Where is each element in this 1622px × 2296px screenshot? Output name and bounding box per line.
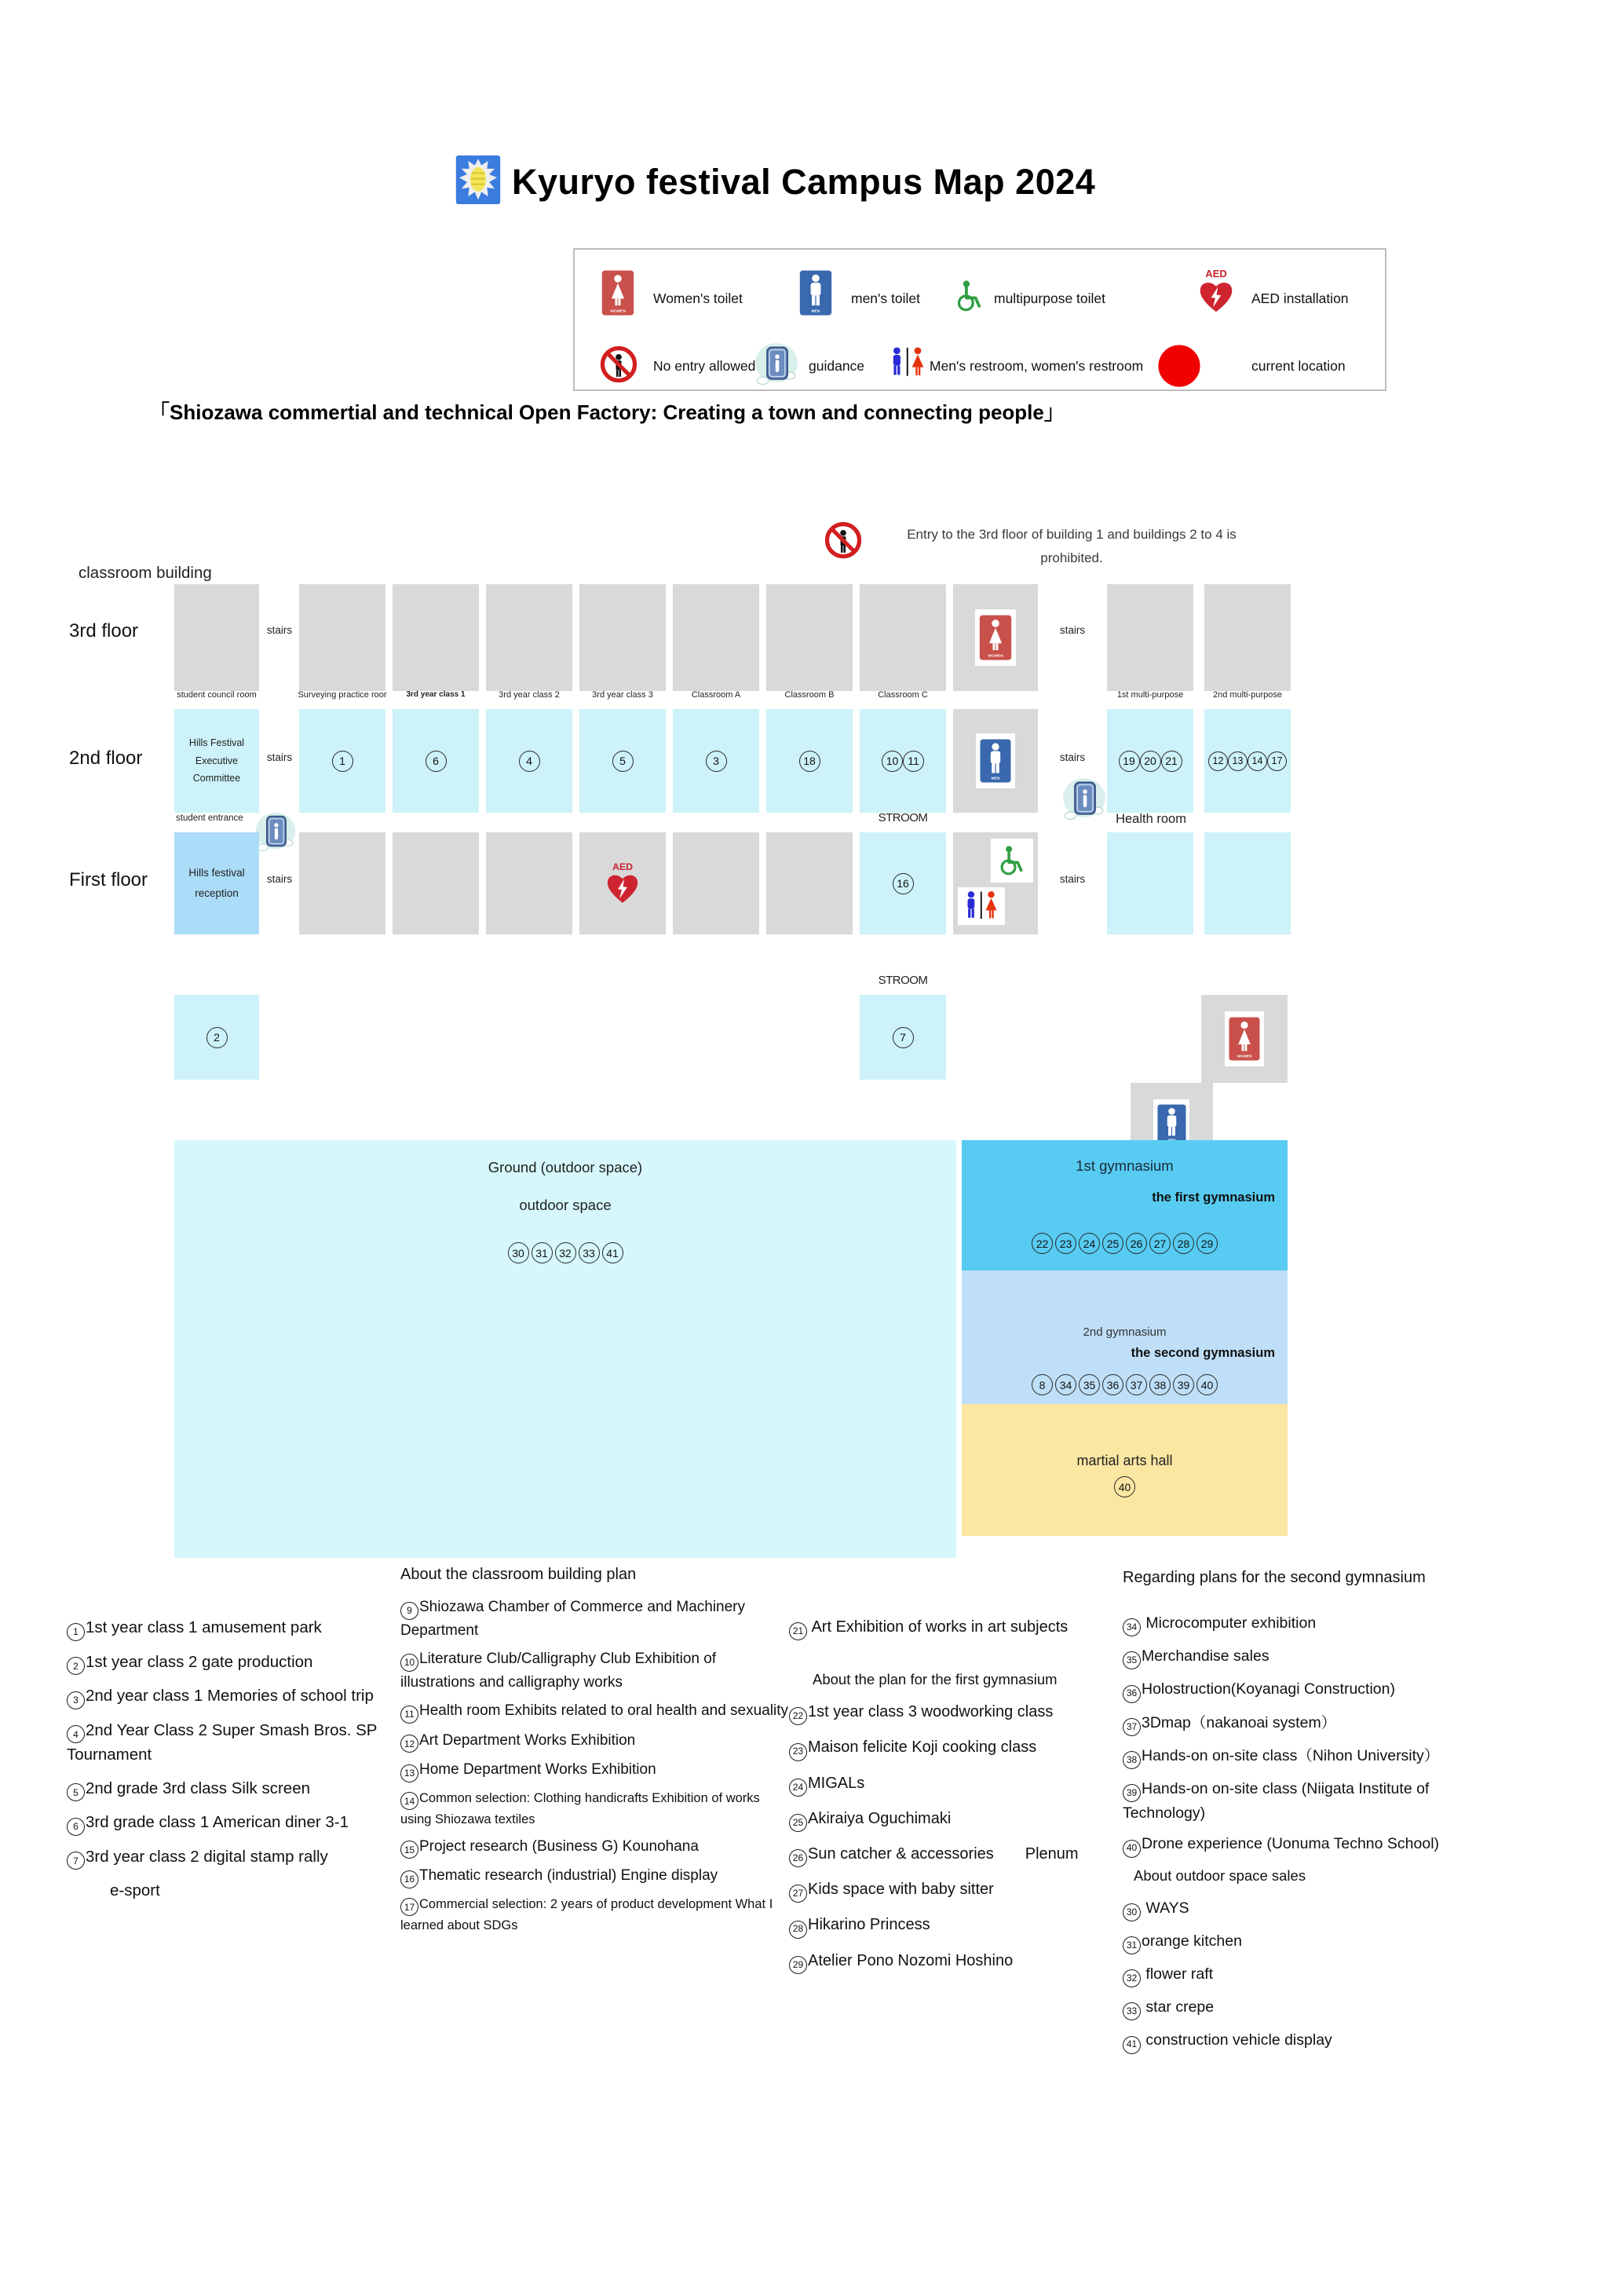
ground-outdoor-area	[174, 1140, 956, 1558]
circled-number: 38	[1123, 1751, 1141, 1769]
martial-numbers	[962, 1476, 1288, 1497]
prohibition-notice	[864, 523, 1280, 570]
room-3rd-year-class3	[579, 584, 666, 691]
student-entrance-label: student entrance	[176, 813, 243, 823]
circled-number: 1	[67, 1623, 85, 1641]
first-gymnasium-area	[962, 1140, 1288, 1270]
list-item-text: 2nd grade 3rd class Silk screen	[86, 1779, 311, 1797]
circled-number: 22	[1032, 1233, 1053, 1254]
circled-number: 26	[1126, 1233, 1147, 1254]
ground-subtitle: outdoor space	[519, 1197, 612, 1213]
circled-number: 29	[1196, 1233, 1218, 1254]
list-item-text: Shiozawa Chamber of Commerce and Machinery Department	[400, 1599, 750, 1639]
list-item-text: 2nd Year Class 2 Super Smash Bros. SP Tournament	[67, 1720, 382, 1764]
circled-number: 8	[1032, 1374, 1053, 1395]
circled-number: 27	[1149, 1233, 1171, 1254]
circled-number: 7	[67, 1852, 85, 1870]
gym1-title: 1st gymnasium	[1076, 1157, 1174, 1174]
list-item	[400, 1759, 793, 1782]
stairs-label: stairs	[1059, 624, 1086, 636]
circled-number: 12	[1208, 751, 1228, 771]
list-item	[789, 1843, 1123, 1867]
circled-number: 10	[400, 1654, 418, 1672]
room-19-20-21	[1107, 709, 1193, 813]
room-3	[673, 709, 759, 813]
list-item	[1123, 1996, 1484, 2020]
room-5	[579, 709, 666, 813]
circled-number: 37	[1123, 1718, 1141, 1736]
stairs-label: stairs	[266, 751, 293, 763]
circled-number: 4	[519, 751, 540, 772]
circled-number: 33	[1123, 2002, 1141, 2020]
list-item-text: 3rd grade class 1 American diner 3-1	[86, 1813, 349, 1832]
guidance-icon	[752, 339, 801, 388]
no-entry-icon	[824, 521, 862, 559]
list-item-text: WAYS	[1142, 1899, 1189, 1917]
list-item	[789, 1736, 1123, 1760]
circled-number: 10	[882, 751, 903, 772]
room-4	[486, 709, 572, 813]
list-second-gymnasium-plan	[1123, 1567, 1484, 2063]
circled-number: 17	[400, 1898, 418, 1916]
stairs-label: stairs	[1059, 751, 1086, 763]
circled-number: 15	[400, 1841, 418, 1859]
circled-number: 35	[1079, 1374, 1100, 1395]
list-item	[400, 1895, 793, 1936]
list-item-text: Atelier Pono Nozomi Hoshino	[808, 1951, 1014, 1969]
list-item-text: Holostruction(Koyanagi Construction)	[1142, 1680, 1395, 1698]
list-item-text: orange kitchen	[1142, 1932, 1242, 1950]
hills-committee-room	[174, 709, 259, 813]
list-item-text: Literature Club/Calligraphy Club Exhibition of illustrations and calligraphy works	[400, 1651, 721, 1691]
list-item	[1123, 1833, 1484, 1857]
ground-title: Ground (outdoor space)	[488, 1159, 643, 1175]
circled-number: 13	[400, 1764, 418, 1782]
no-entry-icon	[600, 345, 637, 383]
circled-number: 3	[67, 1691, 85, 1709]
circled-number: 2	[206, 1027, 228, 1048]
guidance-icon	[253, 809, 298, 854]
legend-label: Women's toilet	[653, 291, 743, 306]
circled-number: 40	[1114, 1476, 1135, 1497]
list-item	[789, 1878, 1123, 1903]
list-item-text: Commercial selection: 2 years of product development What I learned about SDGs	[400, 1896, 776, 1933]
list-item-text: 1st year class 1 amusement park	[86, 1618, 322, 1636]
circled-number: 33	[579, 1242, 600, 1263]
legend-label: guidance	[809, 358, 865, 374]
list-item-text: 3rd year class 2 digital stamp rally	[86, 1847, 328, 1866]
list-item	[1123, 1612, 1484, 1636]
list-header: Regarding plans for the second gymnasium	[1123, 1569, 1426, 1586]
list-item	[1123, 1897, 1484, 1921]
circled-number: 6	[426, 751, 447, 772]
list-item	[1123, 1645, 1484, 1669]
circled-number: 14	[400, 1792, 418, 1810]
room-label: 3rd year class 3	[592, 690, 653, 700]
room-classroom-b	[766, 584, 853, 691]
women-toilet-panel	[1225, 1011, 1264, 1066]
circled-number: 41	[602, 1242, 623, 1263]
list-item	[400, 1730, 793, 1753]
list-item-text: Akiraiya Oguchimaki	[808, 1809, 952, 1827]
list-item-text: e-sport	[110, 1881, 160, 1900]
list-item-text: Thematic research (industrial) Engine display	[419, 1867, 718, 1885]
list-item	[67, 1684, 396, 1709]
stroom-label: STROOM	[878, 974, 928, 987]
circled-number: 3	[706, 751, 727, 772]
circled-number: 24	[1079, 1233, 1100, 1254]
legend-label: current location	[1251, 358, 1346, 374]
circled-number: 39	[1173, 1374, 1194, 1395]
circled-number: 7	[893, 1027, 914, 1048]
circled-number: 40	[1196, 1374, 1218, 1395]
list-item	[400, 1648, 793, 1694]
mens-toilet-sign-icon	[799, 270, 832, 316]
list-item-text: Home Department Works Exhibition	[419, 1761, 656, 1778]
women-toilet-sign-icon	[601, 270, 634, 316]
list-item	[67, 1879, 396, 1903]
room-12-13-14-17	[1204, 709, 1291, 813]
circled-number: 13	[1228, 751, 1248, 771]
circled-number: 32	[1123, 1969, 1141, 1987]
list-item-text: construction vehicle display	[1142, 2031, 1332, 2049]
mens-toilet-sign-icon	[980, 739, 1011, 783]
circled-number: 1	[332, 751, 353, 772]
room-label: Surveying practice roor	[298, 690, 387, 700]
room-16	[860, 832, 946, 934]
guidance-icon	[1060, 774, 1109, 823]
list-header: About the classroom building plan	[400, 1566, 637, 1583]
floor3-label: 3rd floor	[69, 620, 139, 642]
list-item-text: Sun catcher & accessories Plenum	[808, 1844, 1079, 1863]
circled-number: 36	[1102, 1374, 1123, 1395]
room-label: 3rd year class 1	[406, 690, 466, 699]
list-gap	[1123, 1600, 1484, 1612]
legend-box	[573, 248, 1386, 391]
list-item-text: Art Department Works Exhibition	[419, 1731, 636, 1749]
list-item-text: Kids space with baby sitter	[808, 1881, 994, 1899]
health-room-label: Health room	[1116, 812, 1186, 826]
toilet-women-lower	[1201, 995, 1288, 1083]
aed-icon	[604, 861, 641, 906]
room-classroom-c	[860, 584, 946, 691]
room-label: 3rd year class 2	[499, 690, 560, 700]
circled-number: 26	[789, 1849, 807, 1867]
list-item-text: 2nd year class 1 Memories of school trip	[86, 1687, 374, 1705]
circled-number: 4	[67, 1725, 85, 1743]
list-header: About outdoor space sales	[1134, 1866, 1306, 1884]
gym2-numbers	[962, 1374, 1288, 1395]
page-title: Kyuryo festival Campus Map 2024	[512, 162, 1096, 202]
room-3rd-year-class1	[393, 584, 479, 691]
man-woman-icon	[962, 890, 1001, 923]
floor1-label: First floor	[69, 869, 148, 890]
school-logo-icon	[455, 155, 501, 204]
list-item-text: 3Dmap（nakanoai system）	[1142, 1713, 1337, 1731]
circled-number: 36	[1123, 1685, 1141, 1703]
list-item	[1123, 1930, 1484, 1954]
second-gymnasium-area	[962, 1270, 1288, 1404]
circled-number: 11	[903, 751, 924, 772]
room-surveying-practice	[299, 584, 385, 691]
circled-number: 9	[400, 1602, 418, 1620]
room-student-council	[174, 584, 259, 691]
list-item	[789, 1701, 1123, 1725]
list-item	[1123, 2029, 1484, 2053]
list-item	[789, 1950, 1123, 1974]
room-classroom-a	[673, 584, 759, 691]
room-first-2	[393, 832, 479, 934]
list-item	[1123, 1712, 1484, 1736]
list-first-gymnasium-plan	[789, 1616, 1123, 1985]
stroom-label: STROOM	[878, 811, 928, 824]
gym1-subtitle: the first gymnasium	[1152, 1190, 1275, 1205]
list-classroom-building-plan	[400, 1564, 793, 1942]
list-item	[67, 1651, 396, 1676]
room-first-6	[766, 832, 853, 934]
list-item	[1123, 1745, 1484, 1769]
room-label: 2nd multi-purpose	[1212, 690, 1283, 700]
event-subtitle: 「Shiozawa commertial and technical Open Factory: Creating a town and connecting people」	[149, 400, 1065, 424]
circled-number: 30	[508, 1242, 529, 1263]
circled-number: 24	[789, 1779, 807, 1797]
room-3rd-year-class2	[486, 584, 572, 691]
room-18	[766, 709, 853, 813]
circled-number: 37	[1126, 1374, 1147, 1395]
room-2nd-multipurpose	[1204, 584, 1291, 691]
martial-title: martial arts hall	[1076, 1453, 1173, 1468]
list-item	[1123, 1963, 1484, 1987]
circled-number: 20	[1140, 751, 1161, 772]
notice-line1: Entry to the 3rd floor of building 1 and buildings 2 to 4 is	[907, 527, 1237, 542]
room-7	[860, 995, 946, 1080]
list-item-text: Maison felicite Koji cooking class	[808, 1738, 1037, 1757]
room-2	[174, 995, 259, 1080]
list-item-text: Hands-on on-site class (Niigata Institute of Technology)	[1123, 1780, 1434, 1823]
list-header: About the plan for the first gymnasium	[813, 1671, 1058, 1688]
gym2-title: 2nd gymnasium	[1083, 1325, 1167, 1339]
circled-number: 23	[789, 1743, 807, 1761]
list-item-text: 1st year class 3 woodworking class	[808, 1703, 1054, 1721]
gym2-subtitle: the second gymnasium	[1131, 1346, 1275, 1360]
circled-number: 32	[555, 1242, 576, 1263]
list-item-text: 1st year class 2 gate production	[86, 1652, 313, 1671]
circled-number: 17	[1267, 751, 1287, 771]
circled-number: 40	[1123, 1840, 1141, 1858]
women-toilet-sign-icon	[1229, 1017, 1260, 1061]
building-label: classroom building	[79, 564, 212, 582]
notice-line2: prohibited.	[1040, 550, 1103, 565]
list-item-text: Drone experience (Uonuma Techno School)	[1142, 1835, 1440, 1853]
wheelchair-panel	[991, 839, 1033, 883]
circled-number: 21	[789, 1622, 807, 1640]
legend-label: Men's restroom, women's restroom	[930, 358, 1144, 374]
mens-toilet-sign-icon	[1157, 1104, 1186, 1145]
reception-label: Hills festival reception	[188, 867, 245, 899]
list-item	[400, 1700, 793, 1724]
list-item	[1123, 1778, 1484, 1824]
room-1st-multipurpose	[1107, 584, 1193, 691]
room-label: Classroom B	[784, 690, 835, 700]
room-10-11	[860, 709, 946, 813]
room-6	[393, 709, 479, 813]
list-classrooms-1-7	[67, 1616, 396, 1913]
circled-number: 28	[1173, 1233, 1194, 1254]
circled-number: 21	[1161, 751, 1182, 772]
circled-number: 5	[67, 1783, 85, 1801]
list-item	[67, 1777, 396, 1802]
circled-number: 35	[1123, 1651, 1141, 1669]
list-item	[400, 1789, 793, 1830]
stairs-label: stairs	[266, 624, 293, 636]
room-label: Classroom C	[878, 690, 928, 700]
wheelchair-icon	[953, 280, 986, 313]
list-item-text: Hikarino Princess	[808, 1916, 930, 1934]
aed-icon	[1196, 267, 1236, 316]
circled-number: 39	[1123, 1784, 1141, 1802]
list-item	[400, 1865, 793, 1888]
room-first-1	[299, 832, 385, 934]
list-item	[400, 1596, 793, 1642]
list-item-text: MIGALs	[808, 1774, 865, 1792]
list-gap	[789, 1651, 1123, 1670]
legend-label: No entry allowed	[653, 358, 756, 374]
circled-number: 29	[789, 1956, 807, 1974]
stairs-label: stairs	[266, 873, 293, 885]
room-first-5	[673, 832, 759, 934]
list-item	[400, 1836, 793, 1859]
circled-number: 2	[67, 1657, 85, 1675]
current-location-icon	[1157, 344, 1201, 388]
list-item	[67, 1811, 396, 1836]
committee-label: Hills Festival Executive Committee	[188, 737, 245, 784]
list-item	[789, 1808, 1123, 1832]
list-item-text: flower raft	[1142, 1965, 1214, 1983]
list-item	[67, 1845, 396, 1870]
mens-toilet-panel	[976, 733, 1015, 788]
circled-number: 31	[532, 1242, 553, 1263]
list-item	[789, 1616, 1123, 1640]
room-first-8	[1107, 832, 1193, 934]
list-item	[789, 1772, 1123, 1797]
circled-number: 18	[799, 751, 820, 772]
circled-number: 19	[1119, 751, 1140, 772]
room-first-aed	[579, 832, 666, 934]
circled-number: 25	[789, 1814, 807, 1832]
circled-number: 30	[1123, 1903, 1141, 1921]
man-woman-panel	[958, 887, 1005, 925]
circled-number: 11	[400, 1706, 418, 1724]
list-item-text: star crepe	[1142, 1998, 1215, 2016]
circled-number: 23	[1055, 1233, 1076, 1254]
list-item-text: Health room Exhibits related to oral health and sexuality	[419, 1702, 788, 1719]
floor2-label: 2nd floor	[69, 748, 143, 769]
toilet-2nd-floor	[953, 709, 1038, 813]
women-toilet-panel	[975, 609, 1016, 666]
circled-number: 16	[400, 1870, 418, 1888]
toilet-3rd-floor	[953, 584, 1038, 691]
room-first-3	[486, 832, 572, 934]
circled-number: 41	[1123, 2036, 1141, 2054]
circled-number: 16	[893, 873, 914, 894]
hills-reception	[174, 832, 259, 934]
room-9	[299, 709, 385, 813]
room-label: Classroom A	[691, 690, 741, 700]
circled-number: 34	[1055, 1374, 1076, 1395]
toilet-first-floor	[953, 832, 1038, 934]
list-item-text: Merchandise sales	[1142, 1647, 1269, 1665]
list-item	[67, 1616, 396, 1641]
circled-number: 22	[789, 1707, 807, 1725]
list-item	[789, 1914, 1123, 1938]
list-item-text: Art Exhibition of works in art subjects	[808, 1618, 1069, 1636]
room-label: student council room	[177, 690, 257, 700]
list-item-text: Microcomputer exhibition	[1142, 1614, 1317, 1632]
legend-label: men's toilet	[851, 291, 920, 306]
circled-number: 12	[400, 1735, 418, 1753]
legend-label: multipurpose toilet	[994, 291, 1106, 306]
wheelchair-icon	[996, 845, 1028, 876]
circled-number: 38	[1149, 1374, 1171, 1395]
ground-numbers	[174, 1242, 956, 1263]
circled-number: 5	[612, 751, 634, 772]
man-woman-icon	[887, 345, 928, 380]
list-item-text: Common selection: Clothing handicrafts Exhibition of works using Shiozawa textiles	[400, 1790, 764, 1826]
list-item	[67, 1719, 396, 1768]
room-first-9	[1204, 832, 1291, 934]
list-item	[1123, 1678, 1484, 1702]
circled-number: 6	[67, 1818, 85, 1836]
circled-number: 25	[1102, 1233, 1123, 1254]
list-item-text: Project research (Business G) Kounohana	[419, 1837, 699, 1855]
martial-arts-hall-area	[962, 1404, 1288, 1536]
list-item-text: Hands-on on-site class（Nihon University）	[1142, 1746, 1440, 1764]
stairs-label: stairs	[1059, 873, 1086, 885]
circled-number: 34	[1123, 1618, 1141, 1636]
women-toilet-sign-icon	[979, 615, 1012, 660]
circled-number: 14	[1248, 751, 1267, 771]
legend-label: AED installation	[1251, 291, 1349, 306]
gym1-numbers	[962, 1233, 1288, 1254]
circled-number: 31	[1123, 1936, 1141, 1954]
circled-number: 28	[789, 1921, 807, 1939]
room-label: 1st multi-purpose	[1116, 690, 1184, 700]
circled-number: 27	[789, 1885, 807, 1903]
